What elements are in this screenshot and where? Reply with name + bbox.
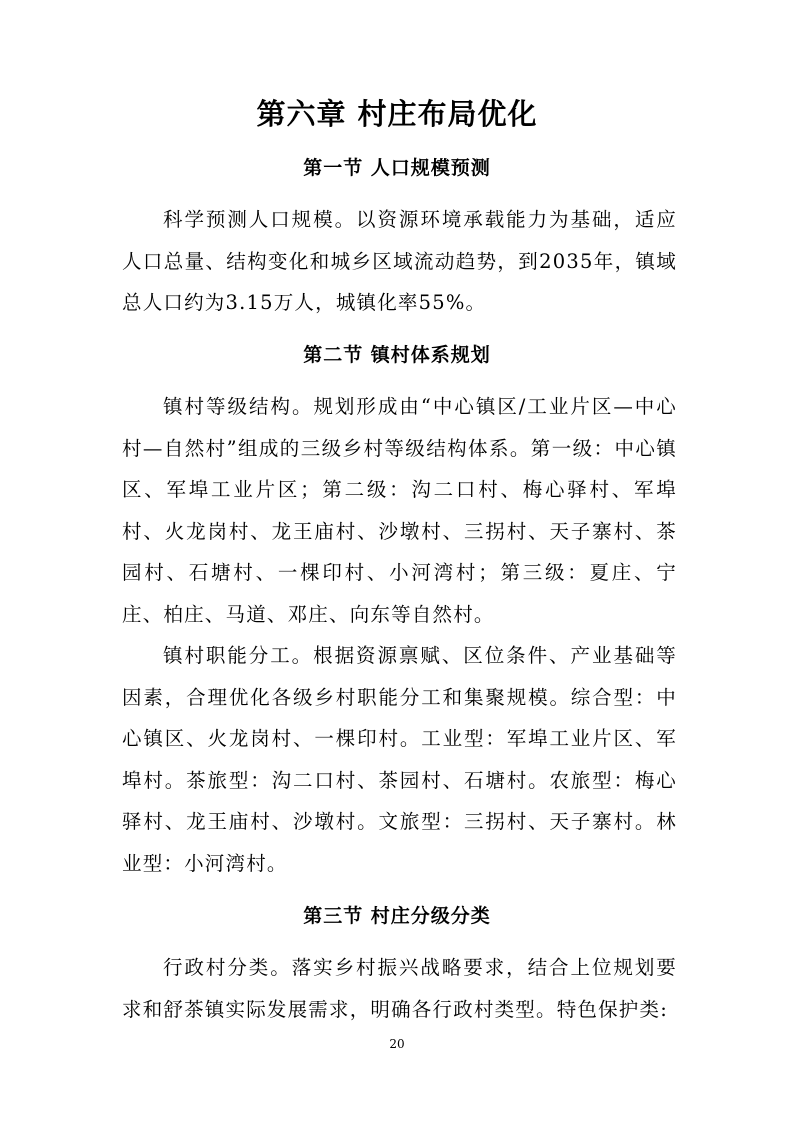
page-number: 20 <box>389 1037 405 1051</box>
section-title-2: 第二节 镇村体系规划 <box>303 344 491 366</box>
paragraph-lead: 镇村职能分工。 <box>163 644 314 667</box>
paragraph-body: 根据资源禀赋、区位条件、产业基础等因素，合理优化各级乡村职能分工和集聚规模。综合型：中心镇区、火龙岗村、一棵印村。工业型：军埠工业片区、军埠村。茶旅型：沟二口村、茶园村、石塘村。农旅型：梅心驿村、龙王庙村、沙墩村。文旅型：三拐村、天子寨村。林业型：小河湾村。 <box>122 644 677 875</box>
paragraph-body: 落实乡村振兴战略要求，结合上位规划要求和舒茶镇实际发展需求，明确各行政村类型。特色保护类: <box>122 956 677 1021</box>
paragraph-lead: 镇村等级结构。 <box>163 395 314 418</box>
paragraph-function-division <box>122 635 677 884</box>
paragraph-body: 以资源环境承载能力为基础，适应人口总量、结构变化和城乡区域流动趋势，到2035年，镇域总人口约为3.15万人，城镇化率55%。 <box>122 208 677 314</box>
paragraph-town-village-hierarchy <box>122 386 677 635</box>
paragraph-lead: 科学预测人口规模。 <box>163 208 357 231</box>
paragraph-population <box>122 199 677 324</box>
paragraph-body: 规划形成由“中心镇区/工业片区—中心村—自然村”组成的三级乡村等级结构体系。第一级：中心镇区、军埠工业片区；第二级：沟二口村、梅心驿村、军埠村、火龙岗村、龙王庙村、沙墩村、三拐村、天子寨村、茶园村、石塘村、一棵印村、小河湾村；第三级：夏庄、宁庄、柏庄、马道、邓庄、向东等自然村。 <box>122 395 678 626</box>
section-title-1: 第一节 人口规模预测 <box>303 157 491 179</box>
paragraph-lead: 行政村分类。 <box>163 956 292 979</box>
section-title-3: 第三节 村庄分级分类 <box>303 905 491 927</box>
paragraph-village-classification <box>122 947 677 1030</box>
chapter-title: 第六章 村庄布局优化 <box>256 97 538 131</box>
